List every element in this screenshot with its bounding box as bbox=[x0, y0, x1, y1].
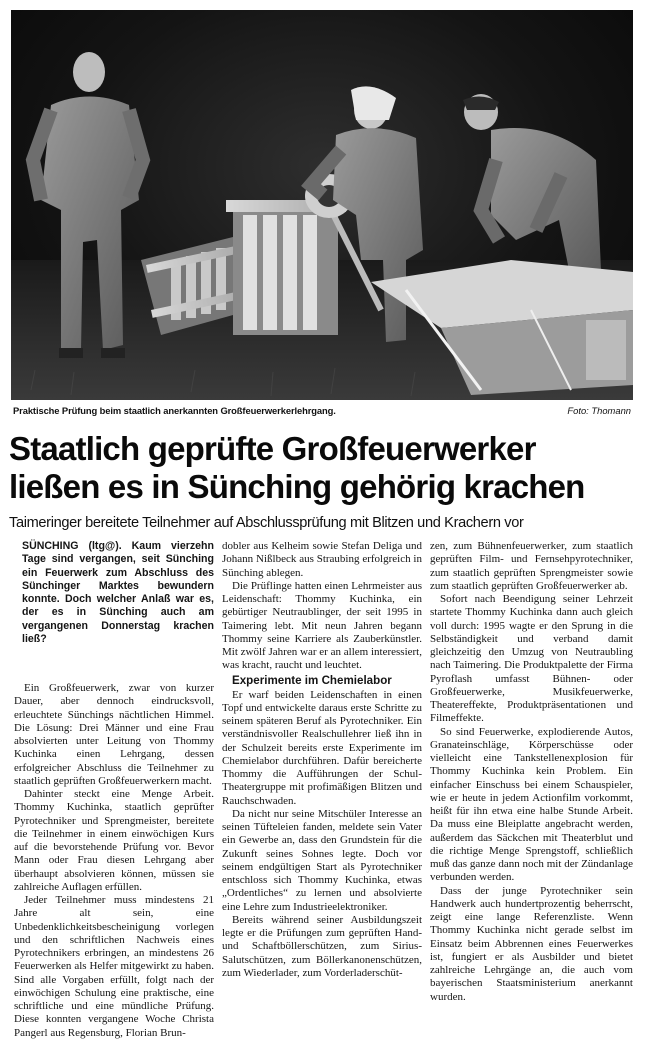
photo-credit: Foto: Thomann bbox=[567, 405, 631, 416]
article-headline bbox=[9, 430, 634, 506]
paragraph: Da nicht nur seine Mitschüler Interesse an seinen Tüfteleien fanden, meldete sein Vater ein Gewerbe an, dass den Grundstein für die Zukunft seines Sohnes legte. Doch vor seinem endgültigen Start als Pyrotechniker entschloss sich Thommy Kuchinka, etwas „Ordentliches“ zu lernen und absolvierte eine Lehre zum Industrieelektroniker. bbox=[222, 807, 422, 913]
paragraph: Dass der junge Pyrotechniker sein Handwerk auch hundertprozentig beherrscht, zeigt eine lange Referenzliste. Wenn Thommy Kuchinka nicht gerade selbst im Einsatz beim Abbrennen eines Feuerwerkes ist, fungiert er als Ausbilder und bietet zahlreiche Lehrgänge an, die auch vom bayerischen Staatsministerium anerkannt wurden. bbox=[430, 884, 633, 1003]
article-column-2 bbox=[222, 540, 422, 980]
paragraph: Sofort nach Beendigung seiner Lehrzeit startete Thommy Kuchinka dann auch gleich voll durch: 1995 wagte er den Sprung in die Selbständigkeit und verband damit gleichzeitig den Umzug von Neutraubling nach Taimering. Die Produktpalette der Firma Pyroflash umfasst Bühnen- oder Großfeuerwerke, Musikfeuerwerke, Theatereffekte, Produktpräsentationen und Filmeffekte. bbox=[430, 593, 633, 725]
lead-text: SÜNCHING (ltg@). Kaum vierzehn Tage sind vergangen, seit Sünching ein Feuerwerk zum Abschluss des Sünchinger Marktes bewundern konnte. Doch welcher Anlaß war es, der es in Sünching auch am vergangenen Donnerstag krachen ließ? bbox=[22, 540, 214, 645]
article-column-1 bbox=[14, 540, 214, 1040]
headline-line-2: ließen es in Sünching gehörig krachen bbox=[9, 468, 585, 505]
paragraph: Dahinter steckt eine Menge Arbeit. Thommy Kuchinka, staatlich geprüfter Pyrotechniker und Sprengmeister, bereitete die Teilnehmer in einem einwöchigen Kurs auf die bevorstehende Prüfung vor. Bevor Mann oder Frau diesen Lehrgang aber überhaupt absolvieren können, müssen sie zahlreiche Auflagen erfüllen. bbox=[14, 788, 214, 893]
paragraph: So sind Feuerwerke, explodierende Autos, Granateinschläge, Körperschüsse oder vielleicht eine Tankstellenexplosion für Thommy Kuchinka kein Problem. Ein einfacher Einschuss bei einem Schauspieler, wie er heute in jedem Actionfilm vorkommt, heißt für ihn etwa eine halbe Stunde Arbeit. Da muss eine Bleiplatte angebracht werden, außerdem das Säckchen mit Theaterblut und die richtige Menge Sprengstoff, schließlich muß das ganze dann noch mit der Zündanlage verbunden werden. bbox=[430, 725, 633, 884]
bending-man-figure bbox=[463, 94, 601, 280]
paragraph: Die Prüflinge hatten einen Lehrmeister aus Leidenschaft: Thommy Kuchinka, ein gebürtiger Neutraublinger, der seit 1995 in Taimering lebt. Mit neun Jahren begann Thommy seine Karriere als Zauberkünstler. Mit zwölf Jahren war er an allem interessiert, was kracht, raucht und leuchtet. bbox=[222, 579, 422, 672]
section-subtitle: Experimente im Chemielabor bbox=[232, 673, 392, 687]
paragraph: dobler aus Kelheim sowie Stefan Deliga und Johann Nißlbeck aus Straubing erfolgreich in Sünching ablegen. bbox=[222, 540, 422, 579]
headline-line-1: Staatlich geprüfte Großfeuerwerker bbox=[9, 430, 536, 467]
paragraph: Ein Großfeuerwerk, zwar von kurzer Dauer, aber dennoch eindrucksvoll, erleuchtete Sünchings nächtlichen Himmel. Die Lösung: Drei Männer und eine Frau absolvierten unter Leitung von Thommy Kuchinka einen Lehrgang, dessen erfolgreicher Abschluss die Teilnehmer zu staatlich geprüften Großfeuerwerkern macht. bbox=[14, 682, 214, 787]
paragraph: Jeder Teilnehmer muss mindestens 21 Jahre alt sein, eine Unbedenklichkeitsbescheinigung vorlegen und den schriftlichen Nachweis eines Pyrotechnikers erbringen, an mindestens 26 Feuerwerken als Helfer mitgewirkt zu haben. Sind alle Vorgaben erfüllt, folgt nach der einwöchigen Schulung eine praktische, eine schriftliche und eine mündliche Prüfung. Diese konnten vergangene Woche Christa Pangerl aus Regensburg, Florian Brun- bbox=[14, 894, 214, 1039]
paragraph: zen, zum Bühnenfeuerwerker, zum staatlich geprüften Film- und Fernsehpyrotechniker, zum staatlich geprüften Sprengmeister sowie zum staatlich geprüften Großfeuerwerker ab. bbox=[430, 540, 633, 592]
paragraph: Er warf beiden Leidenschaften in einen Topf und entwickelte daraus erste Schritte zu seinem späteren Beruf als Pyrotechniker. Ein verständnisvoller Realschullehrer ließ ihn in der Schulzeit bereits erste Experimente im Chemielabor durchführen. Dafür bereicherte Thommy die Aufführungen der Schul-Theatergruppe mit profimäßigen Blitzen und Rauchschwaden. bbox=[222, 688, 422, 807]
article-subheadline: Taimeringer bereitete Teilnehmer auf Abschlussprüfung mit Blitzen und Krachern vor bbox=[9, 515, 524, 531]
paragraph: Bereits während seiner Ausbildungszeit legte er die Prüfungen zum geprüften Hand- und Schaftböllerschützen, zum Sirius-Salutschützen, zum Böllerkanonenschützen, zum Wiederlader, zum Vorderladerschüt- bbox=[222, 913, 422, 979]
article-column-3 bbox=[430, 540, 633, 1004]
photo-caption-row bbox=[11, 404, 633, 418]
article-photo bbox=[11, 10, 633, 400]
photo-caption: Praktische Prüfung beim staatlich anerkannten Großfeuerwerkerlehrgang. bbox=[13, 405, 336, 416]
photo-illustration bbox=[11, 10, 633, 400]
article-lead bbox=[22, 540, 214, 646]
